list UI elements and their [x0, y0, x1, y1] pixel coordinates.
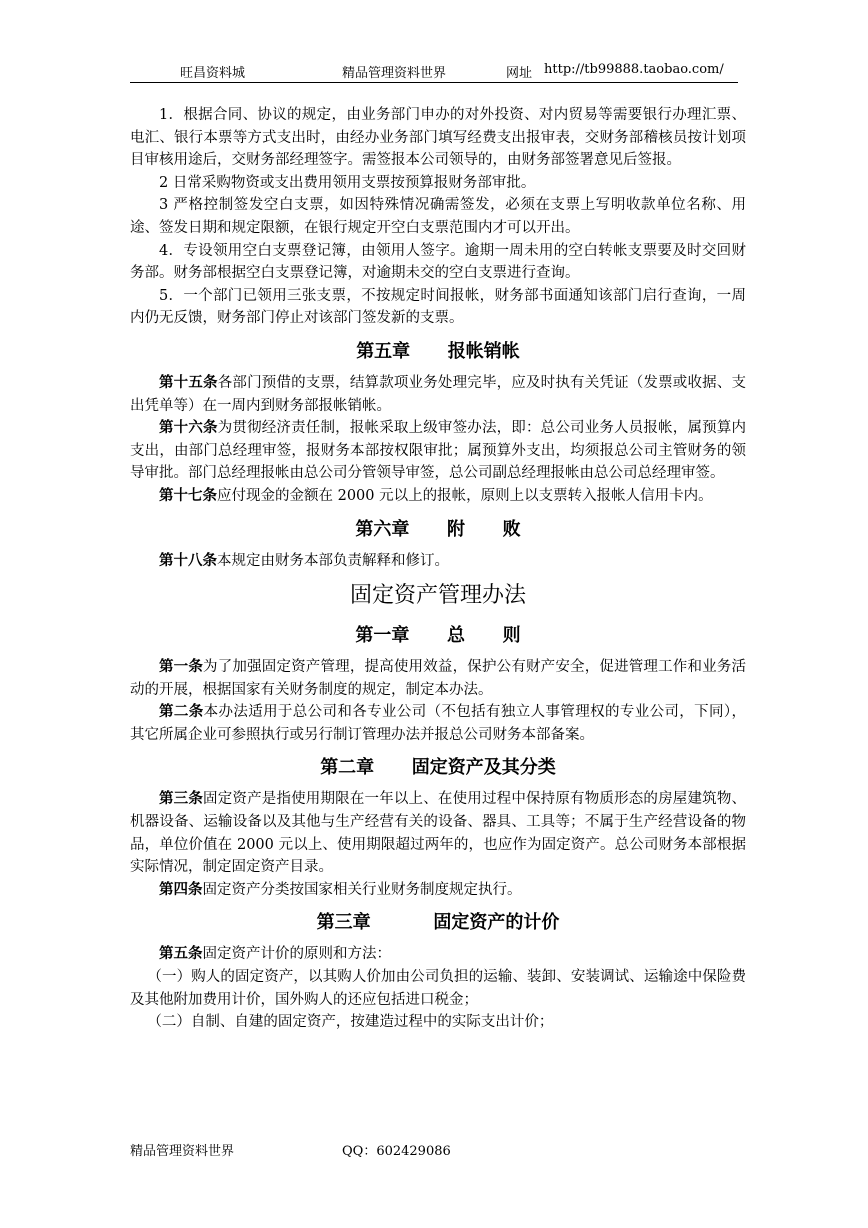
header-site-name: 旺昌资料城 — [180, 66, 246, 81]
article-16-label: 第十六条 — [159, 420, 218, 437]
chapter-2-heading: 第二章 固定资产及其分类 — [320, 757, 556, 779]
paragraph-2: 2 日常采购物资或支出费用领用支票按预算报财务部审批。 — [159, 174, 536, 191]
footer-qq: QQ：602429086 — [342, 1144, 451, 1159]
article-3-text: 固定资产是指使用期限在一年以上、在使用过程中保持原有物质形态的房屋建筑物、机器设备、运输设备以及其他与生产经营有关的设备、器具、工具等；不属于生产经营设备的物品，单位价值在 2000 元以上、使用期限超过两年的，也应作为固定资产。总公司财务本部根据实际情况，制定固定资产目录。 — [130, 791, 747, 876]
footer-site-name: 精品管理资料世界 — [130, 1144, 235, 1159]
header-center-title: 精品管理资料世界 — [342, 66, 447, 81]
article-17 — [130, 485, 746, 508]
article-18 — [130, 550, 746, 573]
article-1 — [130, 656, 746, 701]
article-4-text: 固定资产分类按国家相关行业财务制度规定执行。 — [202, 881, 522, 898]
article-18-text: 本规定由财务本部负责解释和修订。 — [217, 552, 449, 569]
paragraph-1: 1．根据合同、协议的规定，由业务部门申办的对外投资、对内贸易等需要银行办理汇票、电汇、银行本票等方式支出时，由经办业务部门填写经费支出报审表，交财务部稽核员按计划项目审核用途后，交财务部经理签字。需签报本公司领导的，由财务部签署意见后签报。 — [130, 107, 746, 169]
article-1-label: 第一条 — [159, 659, 204, 676]
document-body — [130, 104, 746, 1034]
article-15-label: 第十五条 — [159, 374, 218, 391]
document-title: 固定资产管理办法 — [349, 583, 526, 609]
article-2-text: 本办法适用于总公司和各专业公司（不包括有独立人事管理权的专业公司，下同），其它所属企业可参照执行或另行制订管理办法并报总公司财务本部备案。 — [130, 704, 747, 743]
article-5 — [130, 943, 746, 966]
article-16-text: 为贯彻经济责任制，报帐采取上级审签办法，即：总公司业务人员报帐，属预算内支出，由部门总经理审签，报财务本部按权限审批；属预算外支出，均须报总公司主管财务的领导审批。部门总经理报帐由总公司分管领导审签，总公司副总经理报帐由总公司总经理审签。 — [130, 420, 746, 482]
header-url-link[interactable]: http://tb99888.taobao.com/ — [544, 62, 724, 77]
paragraph-5: 5．一个部门已领用三张支票，不按规定时间报帐，财务部书面通知该部门启行查询，一周内仍无反馈，财务部门停止对该部门签发新的支票。 — [130, 287, 746, 327]
chapter-5-heading: 第五章 报帐销帐 — [356, 340, 520, 362]
article-3-label: 第三条 — [159, 791, 204, 808]
list-item-2: （二）自制、自建的固定资产，按建造过程中的实际支出计价； — [147, 1014, 554, 1031]
article-2-label: 第二条 — [159, 704, 204, 721]
article-4 — [130, 879, 746, 902]
chapter-6-heading: 第六章 附 败 — [355, 518, 521, 540]
paragraph-3: 3 严格控制签发空白支票，如因特殊情况确需签发，必须在支票上写明收款单位名称、用途、签发日期和规定限额，在银行规定开空白支票范围内才可以开出。 — [130, 197, 746, 236]
article-15 — [130, 372, 746, 417]
article-1-text: 为了加强固定资产管理，提高使用效益，保护公有财产安全，促进管理工作和业务活动的开展，根据国家有关财务制度的规定，制定本办法。 — [130, 659, 747, 698]
chapter-3-heading: 第三章 固定资产的计价 — [316, 912, 560, 934]
article-18-label: 第十八条 — [159, 552, 217, 569]
page-header — [130, 60, 738, 83]
article-15-text: 各部门预借的支票，结算款项业务处理完毕，应及时执有关凭证（发票或收据、支出凭单等）在一周内到财务部报帐销帐。 — [130, 374, 746, 414]
article-4-label: 第四条 — [159, 881, 203, 898]
article-16 — [130, 417, 746, 485]
article-3 — [130, 788, 746, 878]
article-5-text: 固定资产计价的原则和方法： — [202, 946, 391, 963]
article-17-label: 第十七条 — [159, 487, 217, 504]
paragraph-4: 4．专设领用空白支票登记簿，由领用人签字。逾期一周未用的空白转帐支票要及时交回财务部。财务部根据空白支票登记簿，对逾期未交的空白支票进行查询。 — [130, 242, 746, 282]
header-url-label: 网址 — [506, 66, 533, 81]
article-5-label: 第五条 — [159, 946, 203, 963]
article-2 — [130, 701, 746, 746]
chapter-1-heading: 第一章 总 则 — [355, 625, 521, 647]
article-17-text: 应付现金的金额在 2000 元以上的报帐，原则上以支票转入报帐人信用卡内。 — [217, 487, 713, 504]
list-item-1: （一）购人的固定资产，以其购人价加由公司负担的运输、装卸、安装调试、运输途中保险费及其他附加费用计价，国外购人的还应包括进口税金； — [130, 969, 746, 1008]
